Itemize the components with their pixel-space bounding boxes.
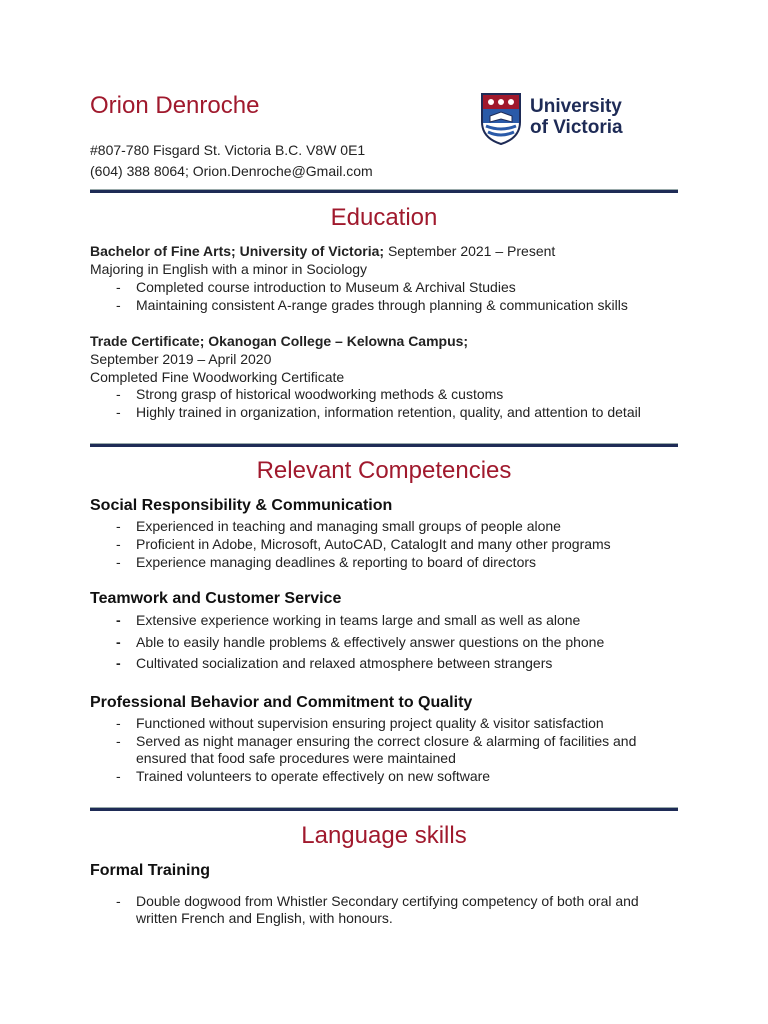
list-item: Maintaining consistent A-range grades through planning & communication skills — [136, 297, 628, 313]
list-item: Strong grasp of historical woodworking methods & customs — [136, 386, 504, 402]
list-item: Trained volunteers to operate effectively on new software — [136, 768, 491, 784]
section-divider — [90, 189, 678, 193]
candidate-name: Orion Denroche — [90, 92, 260, 119]
competency-heading: Social Responsibility & Communication — [90, 497, 393, 514]
section-divider — [90, 443, 678, 447]
certificate-heading: Trade Certificate; Okanogan College – Kelowna Campus; — [90, 333, 469, 349]
bullet-marker: - — [116, 733, 121, 749]
bullet-marker: - — [116, 768, 121, 784]
bullet-marker: - — [116, 536, 121, 552]
list-item: Proficient in Adobe, Microsoft, AutoCAD, CatalogIt and many other programs — [136, 536, 611, 552]
certificate-description: Completed Fine Woodworking Certificate — [90, 369, 345, 385]
list-item: Cultivated socialization and relaxed atmosphere between strangers — [136, 655, 553, 671]
certificate-dates: September 2019 – April 2020 — [90, 351, 272, 367]
bullet-marker: - — [116, 612, 121, 628]
bullet-marker: - — [116, 518, 121, 534]
bullet-marker: - — [116, 554, 121, 570]
list-item: Served as night manager ensuring the correct closure & alarming of facilities and ensured that food safe procedures were maintained — [136, 733, 637, 766]
bullet-marker: - — [116, 386, 121, 402]
bullet-marker: - — [116, 655, 121, 671]
language-heading: Formal Training — [90, 862, 211, 879]
university-logo — [480, 92, 630, 148]
list-item: Able to easily handle problems & effectively answer questions on the phone — [136, 634, 605, 650]
list-item: Highly trained in organization, information retention, quality, and attention to detail — [136, 404, 641, 420]
education-entry-1-heading — [90, 243, 555, 260]
list-item: Double dogwood from Whistler Secondary certifying competency of both oral and written French and English, with honours. — [136, 893, 639, 926]
education-title: Education — [330, 204, 438, 231]
address: #807-780 Fisgard St. Victoria B.C. V8W 0E1 — [90, 142, 366, 158]
competency-heading: Professional Behavior and Commitment to Quality — [90, 694, 473, 711]
logo-line2: of Victoria — [530, 117, 623, 138]
degree-dates: September 2021 – Present — [384, 243, 556, 259]
bullet-marker: - — [116, 279, 121, 295]
list-item: Functioned without supervision ensuring project quality & visitor satisfaction — [136, 715, 604, 731]
languages-title: Language skills — [301, 822, 467, 849]
bullet-marker: - — [116, 404, 121, 420]
degree-description: Majoring in English with a minor in Sociology — [90, 261, 368, 277]
competency-heading: Teamwork and Customer Service — [90, 590, 342, 607]
bullet-marker: - — [116, 634, 121, 650]
competencies-title: Relevant Competencies — [256, 457, 512, 484]
list-item: Experienced in teaching and managing small groups of people alone — [136, 518, 561, 534]
degree-heading: Bachelor of Fine Arts; University of Victoria; — [90, 243, 385, 259]
list-item: Experience managing deadlines & reporting to board of directors — [136, 554, 537, 570]
bullet-marker: - — [116, 715, 121, 731]
bullet-marker: - — [116, 297, 121, 313]
logo-line1: University — [530, 96, 622, 117]
contact-line: (604) 388 8064; Orion.Denroche@Gmail.com — [90, 163, 373, 179]
list-item: Extensive experience working in teams large and small as well as alone — [136, 612, 581, 628]
list-item: Completed course introduction to Museum & Archival Studies — [136, 279, 516, 295]
university-crest-icon — [480, 92, 522, 146]
section-divider — [90, 807, 678, 811]
bullet-marker: - — [116, 893, 121, 909]
